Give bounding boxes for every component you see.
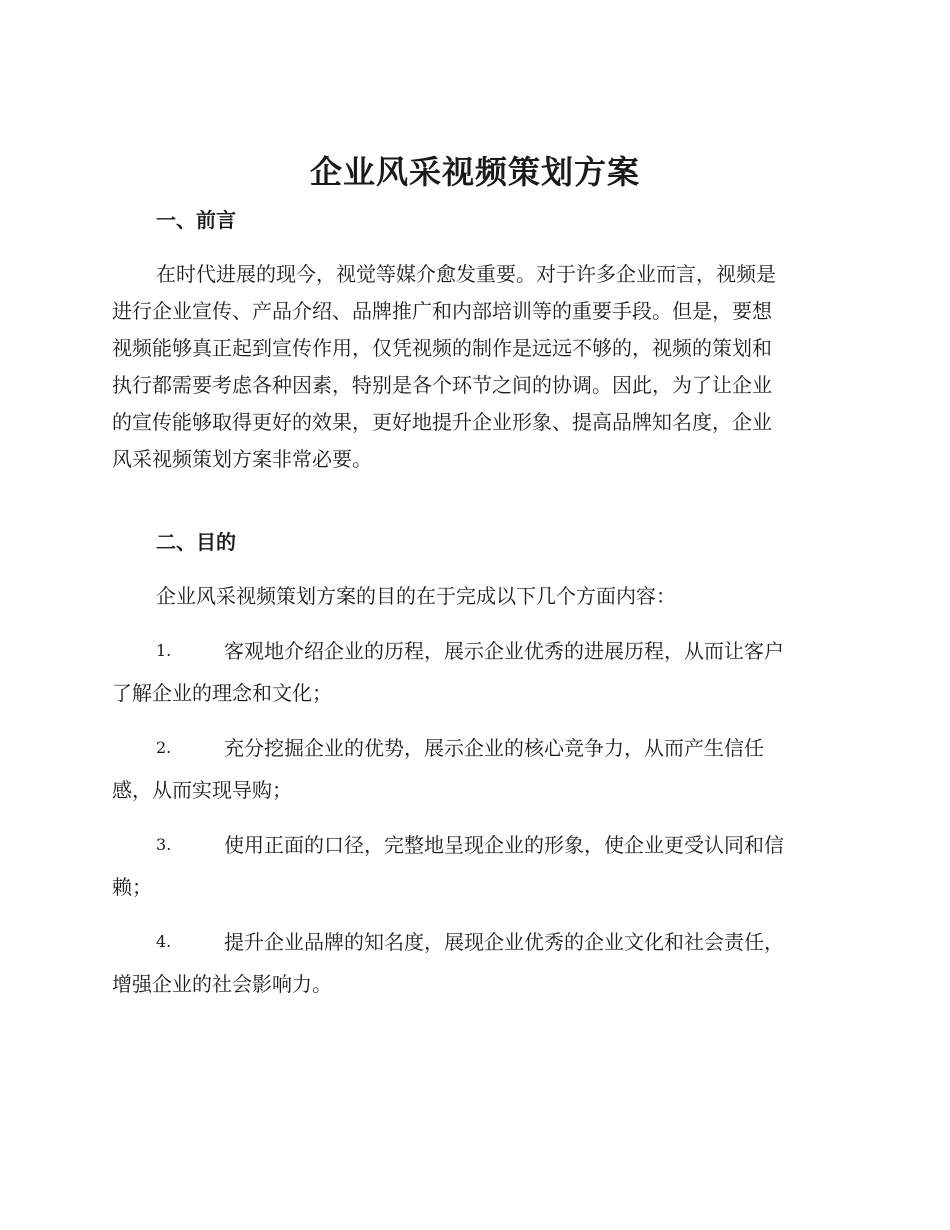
list-item-continuation: 了解企业的理念和文化； — [112, 681, 332, 705]
list-item-continuation: 赖； — [112, 875, 152, 899]
list-item-number: 3. — [156, 835, 172, 854]
section-heading-purpose: 二、目的 — [156, 530, 236, 554]
list-item-text: 充分挖掘企业的优势，展示企业的核心竞争力，从而产生信任 — [224, 736, 764, 760]
list-item-number: 2. — [156, 738, 172, 757]
list-item-text: 客观地介绍企业的历程，展示企业优秀的进展历程，从而让客户 — [224, 639, 784, 663]
list-item — [112, 630, 830, 714]
list-item-text: 使用正面的口径，完整地呈现企业的形象，使企业更受认同和信 — [224, 833, 784, 857]
document-title: 企业风采视频策划方案 — [309, 153, 640, 191]
paragraph-line: 在时代进展的现今，视觉等媒介愈发重要。对于许多企业而言，视频是 — [156, 262, 776, 286]
list-item-number: 1. — [156, 641, 172, 660]
list-item-continuation: 感，从而实现导购； — [112, 778, 292, 802]
paragraph-line: 视频能够真正起到宣传作用，仅凭视频的制作是远远不够的，视频的策划和 — [112, 336, 772, 360]
purpose-intro: 企业风采视频策划方案的目的在于完成以下几个方面内容： — [156, 584, 676, 608]
preface-paragraph — [112, 256, 830, 478]
list-item-continuation: 增强企业的社会影响力。 — [112, 972, 332, 996]
list-item — [112, 727, 830, 811]
paragraph-line: 风采视频策划方案非常必要。 — [112, 447, 372, 471]
paragraph-line: 的宣传能够取得更好的效果，更好地提升企业形象、提高品牌知名度，企业 — [112, 410, 772, 434]
list-item — [112, 921, 830, 1005]
list-item-number: 4. — [156, 932, 172, 951]
paragraph-line: 进行企业宣传、产品介绍、品牌推广和内部培训等的重要手段。但是，要想 — [112, 299, 772, 323]
list-item-text: 提升企业品牌的知名度，展现企业优秀的企业文化和社会责任， — [224, 930, 784, 954]
list-item — [112, 824, 830, 908]
paragraph-line: 执行都需要考虑各种因素，特别是各个环节之间的协调。因此，为了让企业 — [112, 373, 772, 397]
section-heading-preface: 一、前言 — [156, 208, 236, 232]
